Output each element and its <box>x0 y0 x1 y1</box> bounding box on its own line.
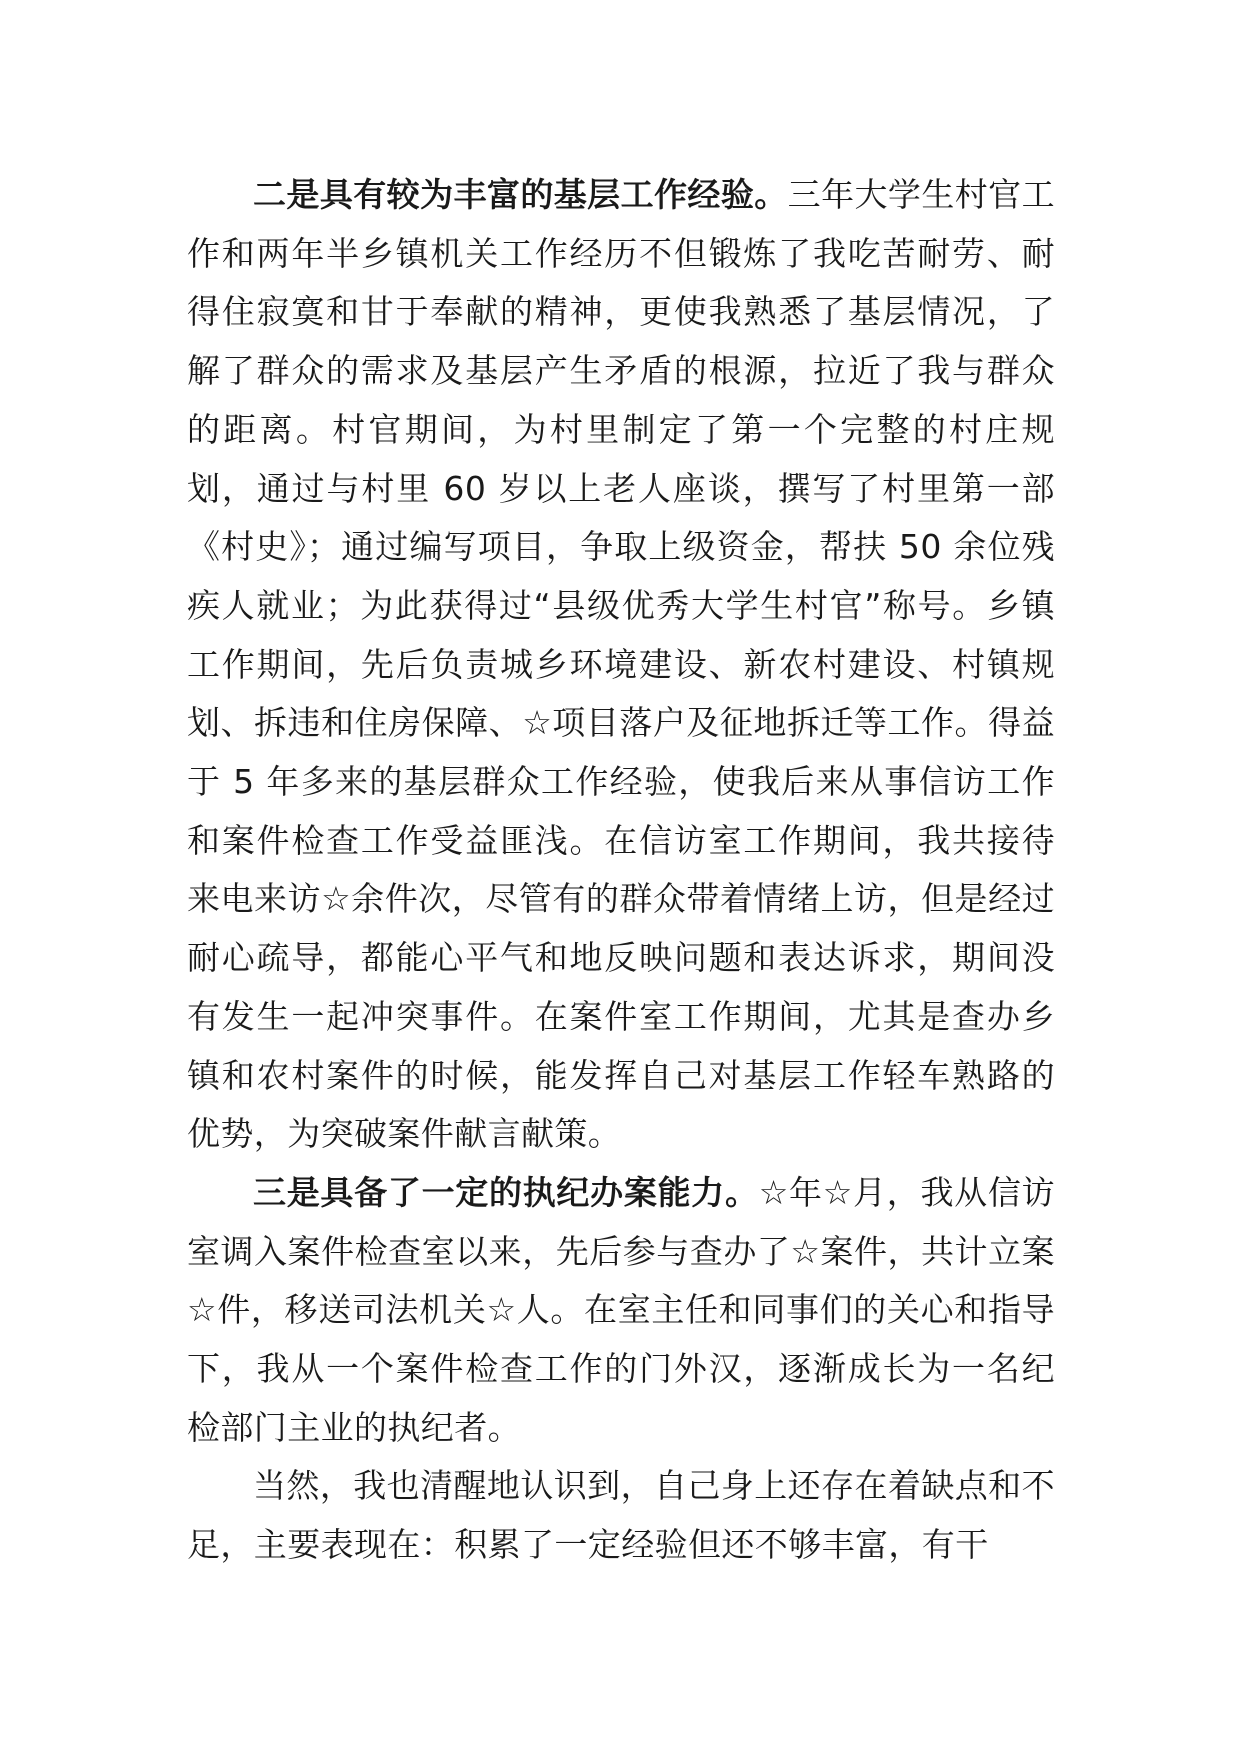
paragraph-body: 三年大学生村官工作和两年半乡镇机关工作经历不但锻炼了我吃苦耐劳、耐得住寂寞和甘于奉献的精神，更使我熟悉了基层情况，了解了群众的需求及基层产生矛盾的根源，拉近了我与群众的距离。村官期间，为村里制定了第一个完整的村庄规划，通过与村里 60 岁以上老人座谈，撰写了村里第一部《村史》；通过编写项目，争取上级资金，帮扶 50 余位残疾人就业；为此获得过“县级优秀大学生村官”称号。乡镇工作期间，先后负责城乡环境建设、新农村建设、村镇规划、拆违和住房保障、☆项目落户及征地拆迁等工作。得益于 5 年多来的基层群众工作经验，使我后来从事信访工作和案件检查工作受益匪浅。在信访室工作期间，我共接待来电来访☆余件次，尽管有的群众带着情绪上访，但是经过耐心疏导，都能心平气和地反映问题和表达诉求，期间没有发生一起冲突事件。在案件室工作期间，尤其是查办乡镇和农村案件的时候，能发挥自己对基层工作轻车熟路的优势，为突破案件献言献策。 <box>187 175 1055 1154</box>
document-body <box>187 166 1055 1575</box>
paragraph-grassroots-experience <box>187 166 1055 1164</box>
paragraph-lead: 二是具有较为丰富的基层工作经验。 <box>253 175 788 214</box>
paragraph-body: ☆年☆月，我从信访室调入案件检查室以来，先后参与查办了☆案件，共计立案☆件，移送司法机关☆人。在室主任和同事们的关心和指导下，我从一个案件检查工作的门外汉，逐渐成长为一名纪检部门主业的执纪者。 <box>187 1172 1055 1447</box>
paragraph-case-handling-ability <box>187 1164 1055 1458</box>
paragraph-shortcomings <box>187 1457 1055 1574</box>
paragraph-body: 当然，我也清醒地认识到，自己身上还存在着缺点和不足，主要表现在：积累了一定经验但还不够丰富，有干 <box>187 1466 1055 1565</box>
paragraph-lead: 三是具备了一定的执纪办案能力。 <box>253 1172 759 1212</box>
